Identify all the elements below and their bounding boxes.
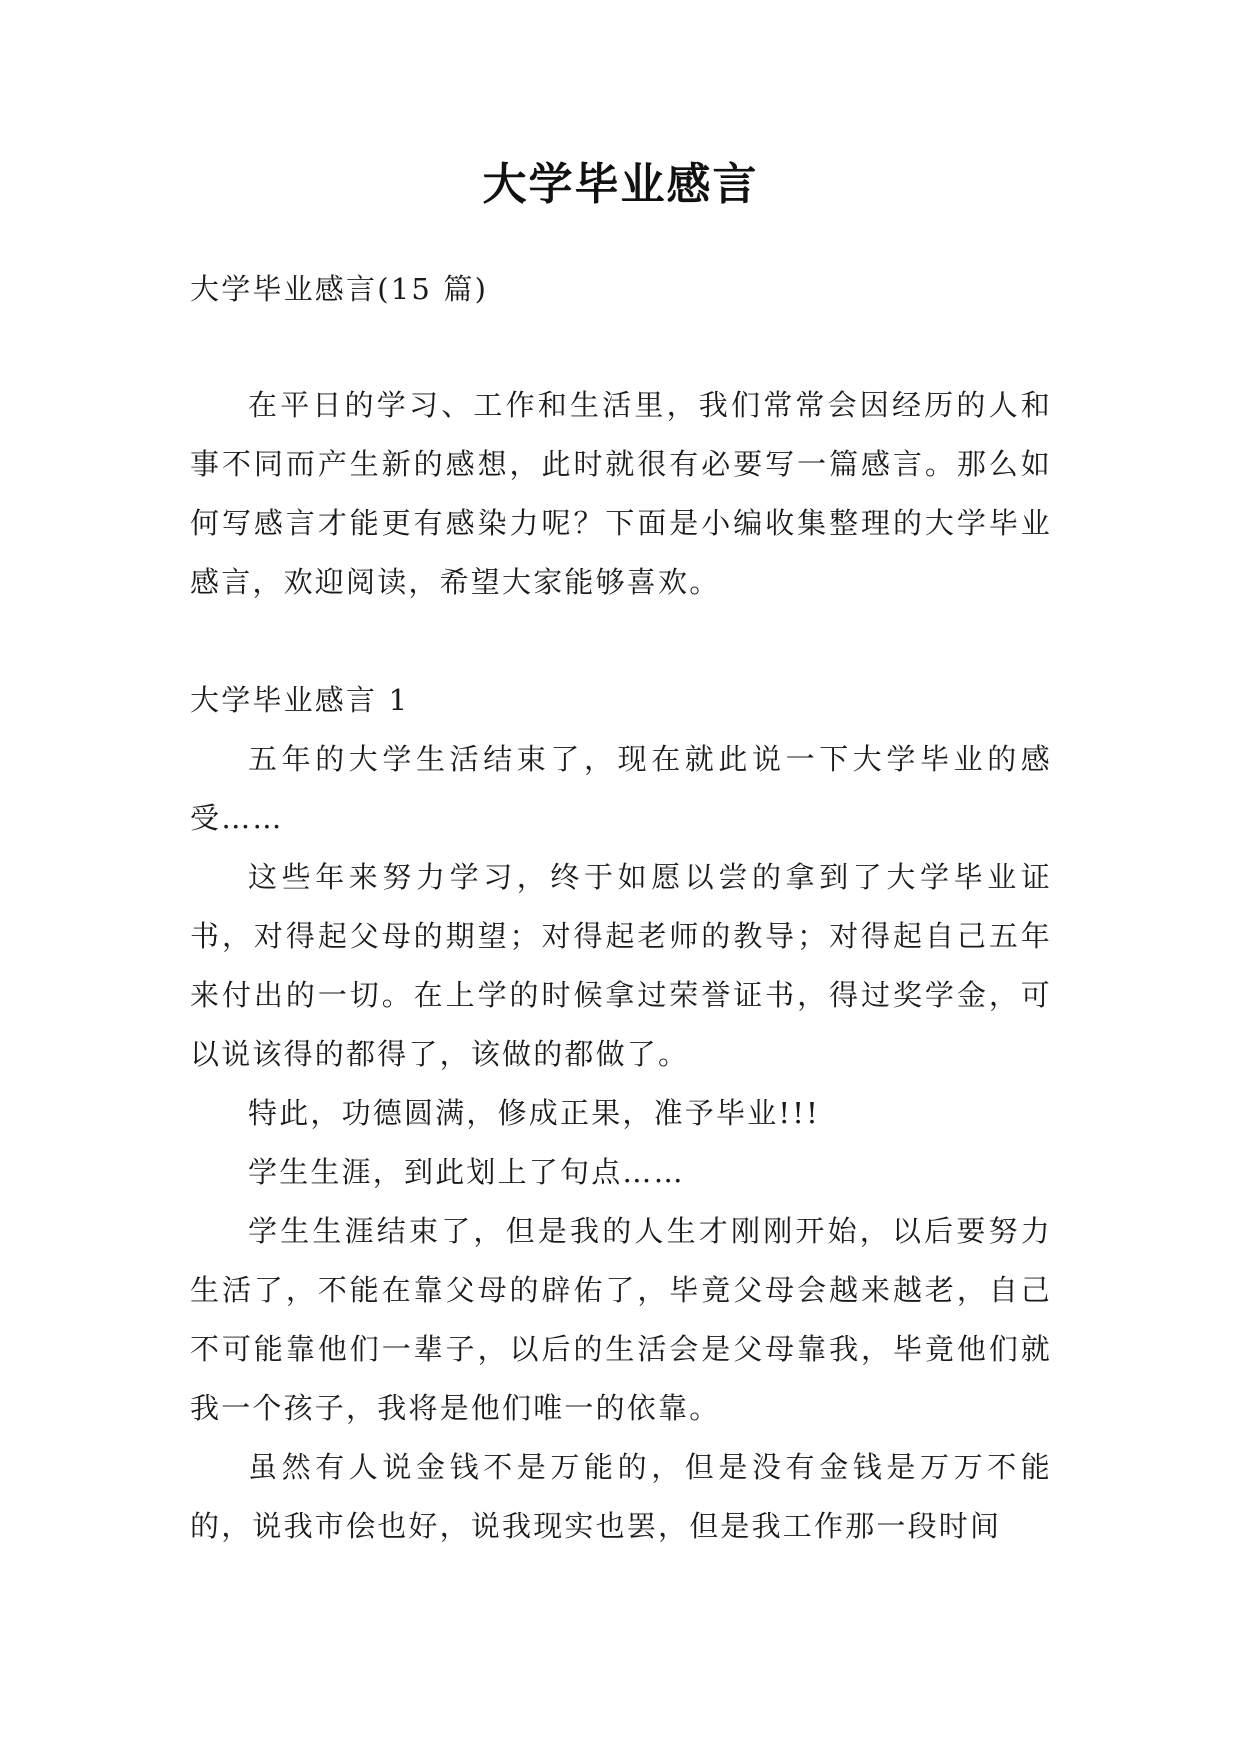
- body-paragraph: 特此，功德圆满，修成正果，准予毕业!!!: [248, 1096, 820, 1130]
- document-title: 大学毕业感言: [482, 159, 759, 210]
- body-paragraph: 学生生涯，到此划上了句点……: [248, 1155, 685, 1189]
- section-1: [190, 671, 1052, 1556]
- section-heading: 大学毕业感言 1: [190, 683, 410, 717]
- document-body: [190, 260, 1052, 1556]
- body-paragraph: 五年的大学生活结束了，现在就此说一下大学毕业的感受……: [190, 742, 1052, 835]
- document-subtitle: 大学毕业感言(15 篇): [190, 272, 489, 306]
- intro-paragraph: 在平日的学习、工作和生活里，我们常常会因经历的人和事不同而产生新的感想，此时就很有必要写一篇感言。那么如何写感言才能更有感染力呢？下面是小编收集整理的大学毕业感言，欢迎阅读，希望大家能够喜欢。: [190, 388, 1052, 599]
- body-paragraph: 学生生涯结束了，但是我的人生才刚刚开始，以后要努力生活了，不能在靠父母的辟佑了，毕竟父母会越来越老，自己不可能靠他们一辈子，以后的生活会是父母靠我，毕竟他们就我一个孩子，我将是他们唯一的依靠。: [190, 1214, 1052, 1425]
- body-paragraph: 这些年来努力学习，终于如愿以尝的拿到了大学毕业证书，对得起父母的期望；对得起老师的教导；对得起自己五年来付出的一切。在上学的时候拿过荣誉证书，得过奖学金，可以说该得的都得了，该做的都做了。: [190, 860, 1052, 1071]
- body-paragraph: 虽然有人说金钱不是万能的，但是没有金钱是万万不能的，说我市侩也好，说我现实也罢，但是我工作那一段时间: [190, 1450, 1052, 1543]
